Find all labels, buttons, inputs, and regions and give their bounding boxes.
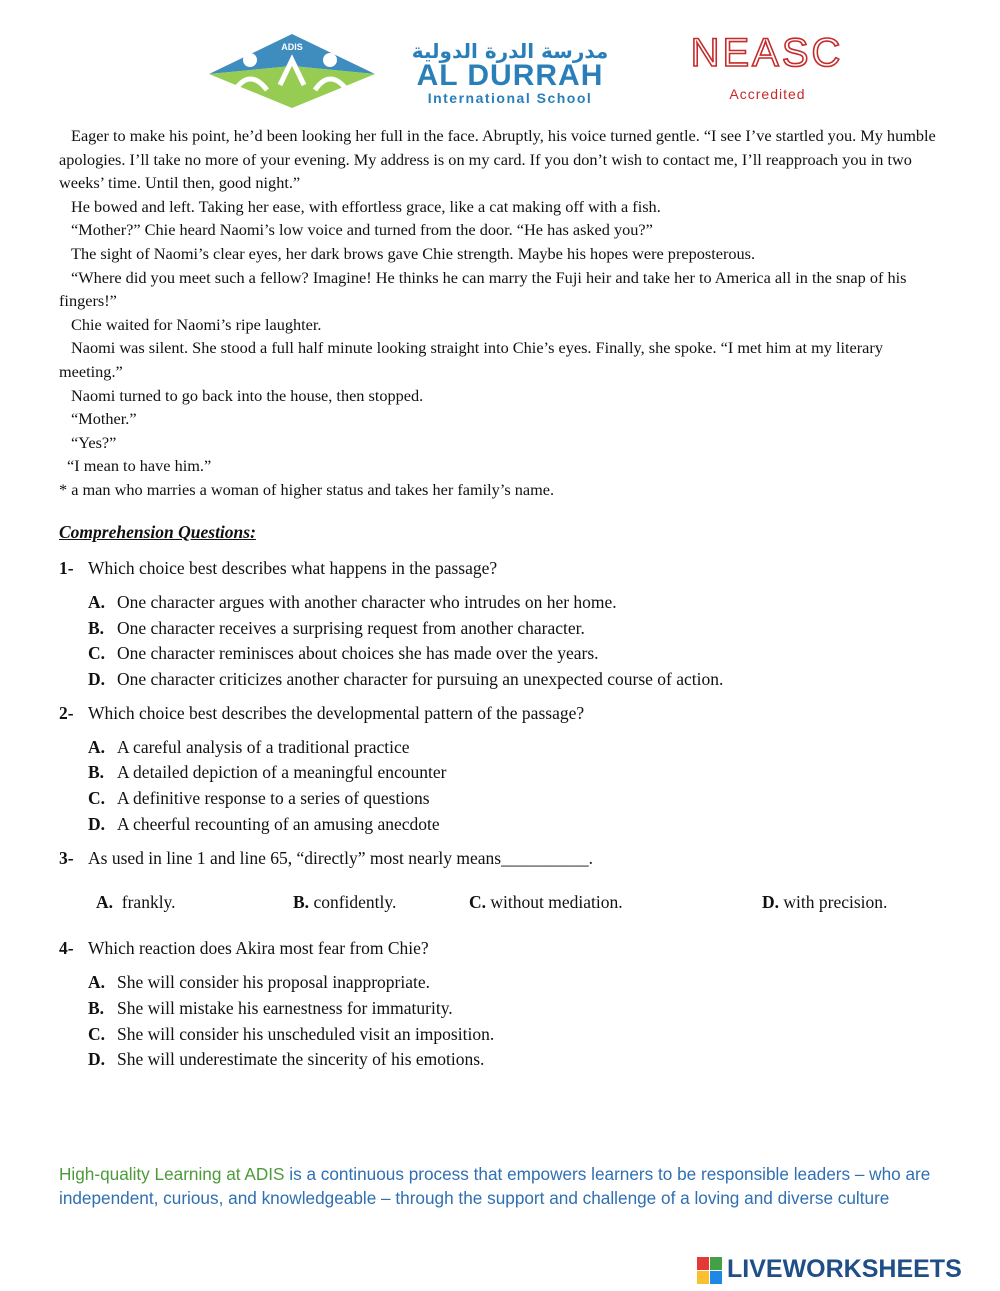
answer-option[interactable] (88, 669, 723, 690)
question-text: Which choice best describes the developmental pattern of the passage? (88, 703, 585, 723)
option-text: confidently. (313, 892, 397, 912)
question-number: 3- (59, 848, 74, 868)
option-letter: C. (88, 643, 106, 663)
passage-paragraph: “Yes?” (71, 432, 117, 452)
passage-paragraph: “Mother.” (71, 409, 137, 429)
option-letter: C. (469, 892, 487, 912)
passage-paragraph: The sight of Naomi’s clear eyes, her dark brows gave Chie strength. Maybe his hopes were preposterous. (71, 243, 756, 263)
passage-paragraph: “Mother?” Chie heard Naomi’s low voice and turned from the door. “He has asked you?” (71, 220, 653, 240)
logo-abbr: ADIS (281, 42, 303, 52)
answer-option[interactable] (762, 892, 887, 913)
answer-option[interactable] (88, 814, 440, 835)
option-letter: A. (96, 892, 114, 912)
option-letter: A. (88, 972, 106, 992)
question-number: 4- (59, 938, 74, 958)
option-text: One character criticizes another character for pursuing an unexpected course of action. (117, 669, 724, 689)
option-text: without mediation. (490, 892, 623, 912)
option-text: A cheerful recounting of an amusing anecdote (117, 814, 440, 834)
option-letter: D. (88, 1049, 106, 1069)
option-text: frankly. (121, 892, 176, 912)
mission-highlight: High-quality Learning at ADIS (59, 1164, 285, 1184)
question-2 (59, 703, 584, 724)
answer-option[interactable] (88, 643, 599, 664)
answer-option[interactable] (88, 1049, 484, 1070)
option-letter: D. (88, 814, 106, 834)
option-text: She will mistake his earnestness for immaturity. (117, 998, 453, 1018)
school-name: AL DURRAH (416, 59, 604, 92)
option-text: One character reminisces about choices she has made over the years. (117, 643, 599, 663)
question-number: 2- (59, 703, 74, 723)
option-text: A careful analysis of a traditional practice (117, 737, 410, 757)
answer-option[interactable] (293, 892, 396, 913)
passage-paragraph: “I mean to have him.” (67, 456, 212, 476)
option-letter: C. (88, 788, 106, 808)
passage-paragraph: “Where did you meet such a fellow? Imagine! He thinks he can marry the Fuji heir and take her to America all in the snap of his fingers!” (59, 267, 907, 311)
question-text: As used in line 1 and line 65, “directly” most nearly means__________. (88, 848, 593, 868)
liveworksheets-icon (697, 1257, 723, 1285)
question-number: 1- (59, 558, 74, 578)
option-letter: B. (293, 892, 310, 912)
option-letter: B. (88, 618, 105, 638)
answer-option[interactable] (88, 737, 410, 758)
passage-footnote: * a man who marries a woman of higher status and takes her family’s name. (59, 479, 555, 499)
answer-option[interactable] (88, 998, 453, 1019)
option-letter: A. (88, 592, 106, 612)
answer-option[interactable] (88, 762, 446, 783)
school-name-arabic: مدرسة الدرة الدولية (411, 39, 609, 63)
question-3 (59, 848, 593, 869)
option-letter: B. (88, 762, 105, 782)
passage-paragraph: Naomi turned to go back into the house, then stopped. (71, 385, 424, 405)
option-text: One character argues with another character who intrudes on her home. (117, 592, 617, 612)
question-text: Which choice best describes what happens in the passage? (88, 558, 498, 578)
answer-option[interactable] (88, 788, 430, 809)
answer-option[interactable] (88, 618, 585, 639)
answer-option[interactable] (88, 972, 430, 993)
passage-paragraph: Eager to make his point, he’d been looking her full in the face. Abruptly, his voice turned gentle. “I see I’ve startled you. My humble apologies. I’ll take no more of your evening. My address is on my card. If you don’t wish to contact me, I’ll reapproach you in two weeks’ time. Until then, good night.” (59, 126, 936, 193)
option-text: She will underestimate the sincerity of his emotions. (117, 1049, 485, 1069)
answer-option[interactable] (469, 892, 623, 913)
accreditor-name: NEASC (690, 34, 844, 75)
accredited-label: Accredited (729, 86, 806, 102)
answer-option[interactable] (88, 592, 617, 613)
question-text: Which reaction does Akira most fear from Chie? (88, 938, 429, 958)
option-text: She will consider his proposal inappropriate. (117, 972, 430, 992)
mission-statement (59, 1162, 939, 1210)
answer-option[interactable] (96, 892, 176, 913)
option-letter: D. (88, 669, 106, 689)
option-text: with precision. (783, 892, 888, 912)
option-letter: B. (88, 998, 105, 1018)
school-subtitle: International School (427, 90, 593, 106)
passage-paragraph: He bowed and left. Taking her ease, with effortless grace, like a cat making off with a fish. (71, 196, 661, 216)
passage-paragraph: Chie waited for Naomi’s ripe laughter. (71, 314, 322, 334)
option-letter: A. (88, 737, 106, 757)
option-text: A detailed depiction of a meaningful encounter (117, 762, 447, 782)
reading-passage (59, 124, 949, 502)
option-text: She will consider his unscheduled visit an imposition. (117, 1024, 495, 1044)
option-letter: D. (762, 892, 780, 912)
option-letter: C. (88, 1024, 106, 1044)
questions-heading: Comprehension Questions: (59, 522, 256, 542)
option-text: One character receives a surprising request from another character. (117, 618, 585, 638)
liveworksheets-watermark[interactable]: LIVEWORKSHEETS (727, 1255, 962, 1283)
answer-option[interactable] (88, 1024, 494, 1045)
question-4 (59, 938, 429, 959)
mission-text: is a continuous process that empowers learners to be responsible leaders – who are independent, curious, and knowledgeable – through the support and challenge of a loving and diverse culture (59, 1164, 931, 1208)
passage-paragraph: Naomi was silent. She stood a full half minute looking straight into Chie’s eyes. Finally, she spoke. “I met him at my literary meeting.” (59, 338, 883, 381)
school-name-block (385, 40, 635, 106)
option-text: A definitive response to a series of questions (117, 788, 430, 808)
question-1 (59, 558, 497, 579)
adis-logo (205, 30, 380, 110)
